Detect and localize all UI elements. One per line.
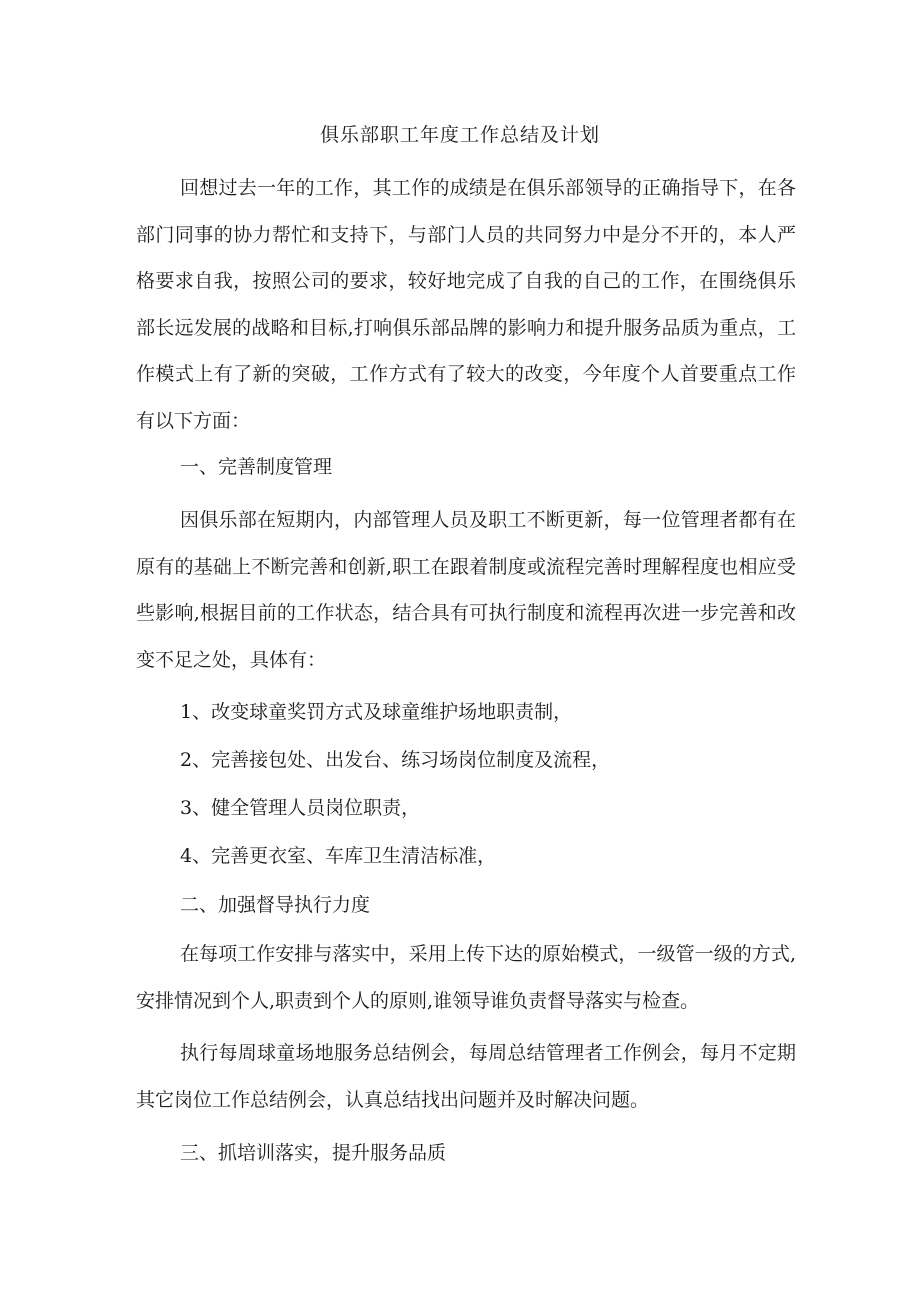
list-item-2: 2、完善接包处、出发台、练习场岗位制度及流程， [180, 749, 611, 771]
paragraph-intro: 回想过去一年的工作，其工作的成绩是在俱乐部领导的正确指导下，在各部门同事的协力帮忙和支持下，与部门人员的共同努力中是分不开的，本人严格要求自我，按照公司的要求，较好地完成了自我的自己的工作，在围绕俱乐部长远发展的战略和目标,打响俱乐部品牌的影响力和提升服务品质为重点，工作模式上有了新的突破，工作方式有了较大的改变，今年度个人首要重点工作有以下方面： [136, 177, 796, 432]
paragraph-section-2b: 执行每周球童场地服务总结例会，每周总结管理者工作例会，每月不定期其它岗位工作总结例会，认真总结找出问题并及时解决问题。 [136, 1042, 796, 1111]
section-heading-2: 二、加强督导执行力度 [180, 894, 371, 916]
list-item-3: 3、健全管理人员岗位职责， [180, 797, 421, 819]
list-item-4: 4、完善更衣室、车库卫生清洁标准， [180, 845, 497, 867]
section-heading-1: 一、完善制度管理 [180, 456, 333, 478]
section-heading-3: 三、抓培训落实，提升服务品质 [180, 1142, 447, 1164]
document-title: 俱乐部职工年度工作总结及计划 [319, 124, 600, 146]
paragraph-section-2a: 在每项工作安排与落实中，采用上传下达的原始模式，一级管一级的方式,安排情况到个人,职责到个人的原则,谁领导谁负责督导落实与检查。 [136, 943, 796, 1012]
list-item-1: 1、改变球童奖罚方式及球童维护场地职责制， [180, 701, 573, 723]
paragraph-section-1: 因俱乐部在短期内，内部管理人员及职工不断更新，每一位管理者都有在原有的基础上不断完善和创新,职工在跟着制度或流程完善时理解程度也相应受些影响,根据目前的工作状态，结合具有可执行制度和流程再次进一步完善和改变不足之处，具体有： [136, 509, 796, 671]
